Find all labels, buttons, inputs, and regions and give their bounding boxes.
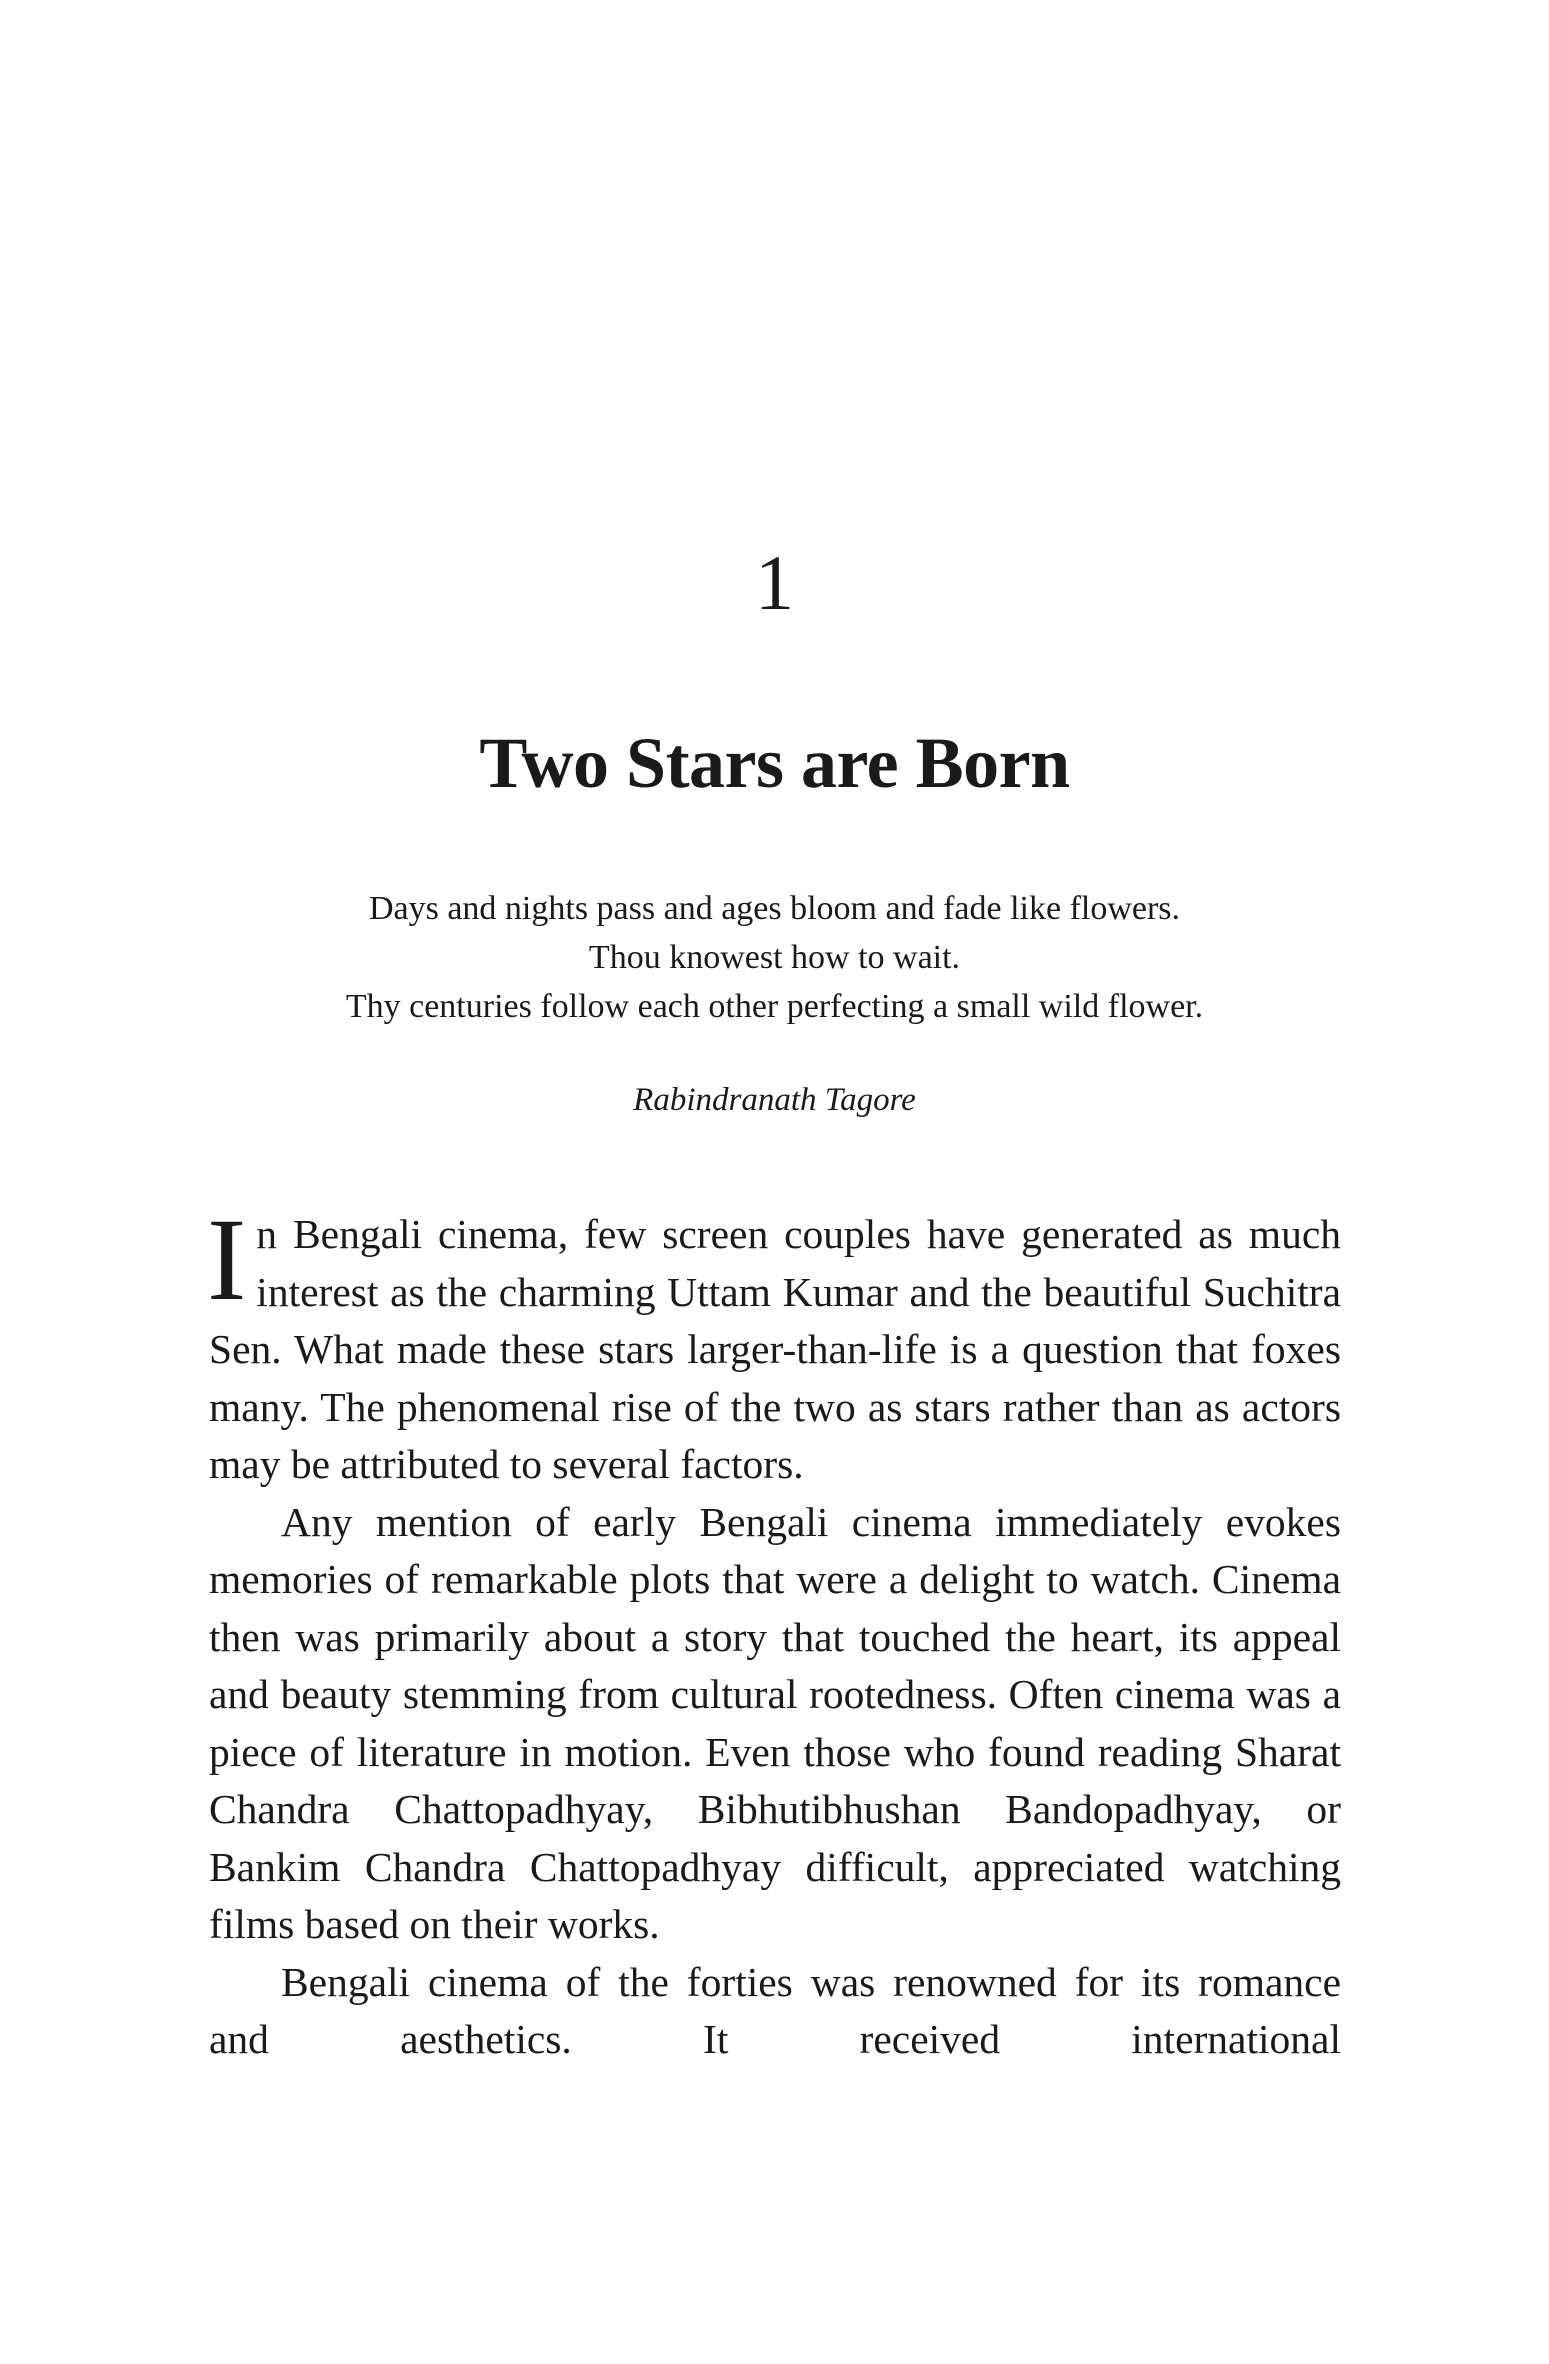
paragraph: Any mention of early Bengali cinema immediately evokes memories of remarkable plots that were a delight to watch. Cinema then was primarily about a story that touched the heart, its appeal and beauty stemming from cultural rootedness. Often cinema was a piece of literature in motion. Even those who found reading Sharat Chandra Chattopadhyay, Bibhutibhushan Bandopadhyay, or Bankim Chandra Chattopadhyay difficult, appreciated watching films based on their works.: [209, 1498, 1341, 1947]
paragraph-text: n Bengali cinema, few screen couples have generated as much interest as the charming Uttam Kumar and the beautiful Suchitra Sen. What made these stars larger-than-life is a question that foxes many. The phenomenal rise of the two as stars rather than as actors may be attributed to several factors.: [209, 1211, 1341, 1487]
chapter-body: [207, 1194, 1341, 2069]
paragraph: Bengali cinema of the forties was renowned for its romance and aesthetics. It received international: [209, 1958, 1341, 2062]
epigraph-line: Thou knowest how to wait.: [588, 939, 961, 976]
epigraph-line: Days and nights pass and ages bloom and fade like flowers.: [368, 890, 1181, 927]
chapter-number: 1: [755, 539, 794, 626]
drop-cap: I: [207, 1194, 247, 1325]
epigraph-attribution: Rabindranath Tagore: [633, 1082, 916, 1118]
epigraph: [0, 884, 1549, 1031]
paragraph: [207, 1194, 1341, 1494]
epigraph-line: Thy centuries follow each other perfecting a small wild flower.: [345, 988, 1204, 1025]
chapter-title: Two Stars are Born: [479, 723, 1070, 803]
